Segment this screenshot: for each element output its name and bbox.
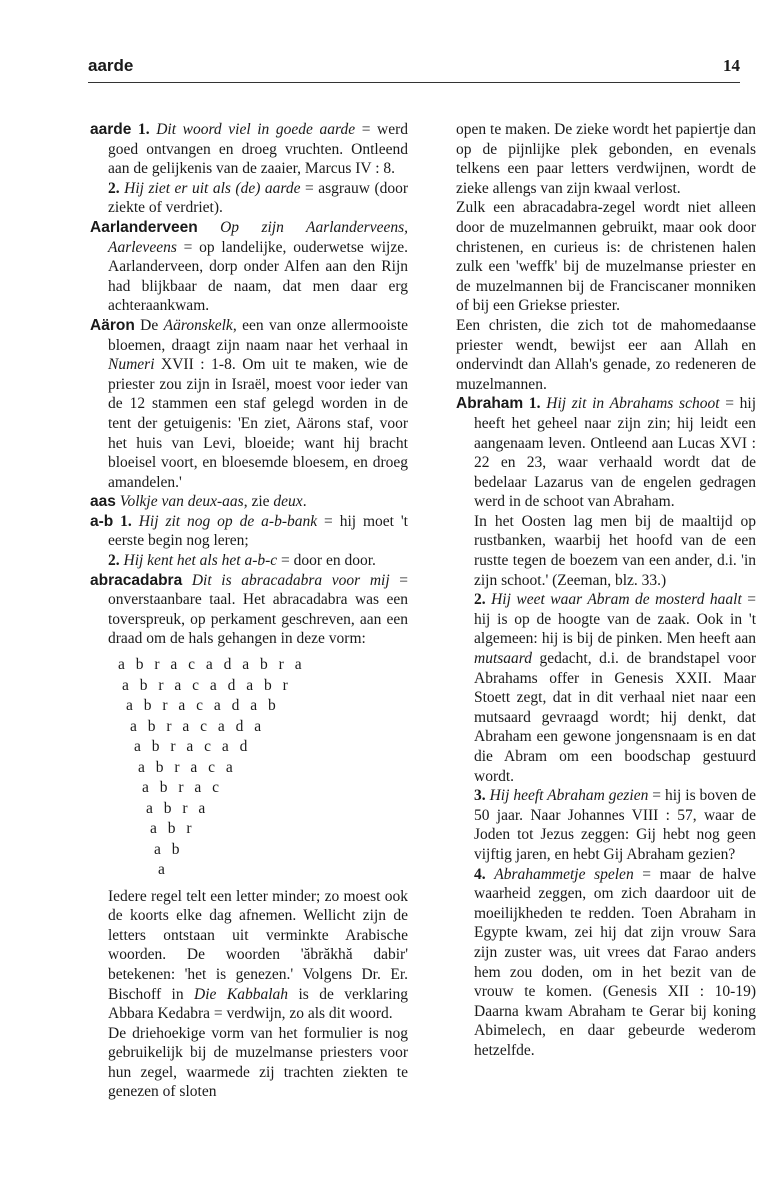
entry-abraham-1: Abraham 1. Hij zit in Abrahams schoot = hij heeft het geheel naar zijn zin; hij leidt een aangenaam leven. Ontleend aan Lucas XVI : 22 en 23, waar verhaald wordt dat de bedelaar Lazarus van de engelen gedragen werd in de schoot van Abraham. — [456, 395, 757, 511]
entry-a-b-2: 2. Hij kent het als het a-b-c = door en door. — [108, 552, 376, 570]
triangle-line: a — [158, 861, 169, 879]
triangle-line: a b r a c — [142, 779, 223, 797]
triangle-line: a b r a c a d a — [130, 717, 265, 735]
triangle-line: a b r a c a d — [134, 738, 251, 756]
triangle-line: a b r a c a — [138, 758, 237, 776]
entry-aarde-1: aarde 1. Dit woord viel in goede aarde = werd goed ontvangen en droeg vruchten. Ontleend aan de gelijkenis van de zaaier, Marcus IV : 8. — [90, 121, 409, 178]
right-column — [456, 120, 756, 1061]
abracadabra-continued: open te maken. De zieke wordt het papiertje dan op de pijnlijke plek gebonden, en evenals telkens een paar letters verdwijnen, wordt de zieke allengs van zijn kwaal verlost. — [456, 121, 756, 197]
abraham-1-para: In het Oosten lag men bij de maaltijd op rustbanken, waarbij het hoofd van de een rustte tegen de boezem van een ander, d.i. 'in zijn schoot.' (Zeeman, blz. 33.) — [474, 512, 756, 589]
abracadabra-para-2: De driehoekige vorm van het formulier is nog gebruikelijk bij de muzelmanse priesters voor hun zegel, waarmede zij trachten ziekten te genezen of sloten — [108, 1024, 408, 1101]
entry-a-b-1: a-b 1. Hij zit nog op de a-b-bank = hij moet 't eerste begin nog leren; — [90, 512, 408, 550]
abracadabra-para-1: Iedere regel telt een letter minder; zo moest ook de koorts elke dag afnemen. Wellicht zijn de letters ontstaan uit verminkte Arabische woorden. De woorden 'ăbrăkhă dabir' betekenen: 'het is genezen.' Volgens Dr. Er. Bischoff in Die Kabbalah is de verklaring Abbara Kedabra = verdwijn, zo als dit woord. — [108, 887, 408, 1023]
triangle-line: a b r a c a d a b r a — [118, 656, 306, 674]
triangle-line: a b r a — [146, 799, 209, 817]
entry-abraham-2: 2. Hij weet waar Abram de mosterd haalt = hij is op de hoogte van de zaak. Ook in 't algemeen: hij is bij de pinken. Men heeft aan mutsaard gedacht, d.i. de brandstapel voor Abrahams offer in Genesis XXII. Maar Stoett zegt, dat in dit verhaal niet naar een mutsaard gevraagd wordt; hij denkt, dat Abraham een gewone jongensnaam is en dat die Abram om een boodschap gestuurd wordt. — [474, 591, 757, 785]
page-header — [88, 56, 740, 82]
abracadabra-triangle — [90, 655, 408, 881]
abracadabra-para-4: Een christen, die zich tot de mahomedaanse priester wendt, bewijst eer aan Allah en ondervindt dan Allah's genade, zo redeneren de muzelmannen. — [456, 316, 756, 393]
triangle-line: a b r a c a d a b r — [122, 676, 292, 694]
triangle-line: a b r a c a d a b — [126, 697, 280, 715]
header-rule — [88, 82, 740, 83]
triangle-line: a b — [154, 840, 184, 858]
entry-aarlanderveen: Aarlanderveen Op zijn Aarlanderveens, Aarleveens = op landelijke, ouderwetse wijze. Aarlanderveen, dorp onder Alfen aan den Rijn had blijkbaar de naam, dat men daar erg achteraankwam. — [90, 218, 408, 315]
entry-aaron: Aäron De Aäronskelk, een van onze allermooiste bloemen, draagt zijn naam naar het verhaal in Numeri XVII : 1-8. Om uit te maken, wie de priester zou zijn in Israël, moest voor ieder van de 12 stammen een staf gelegd worden in de tent der getuigenis: 'En ziet, Aärons staf, voor het huis van Levi, bloeide; want hij bracht bloeisel voort, en bloesemde bloesem, en droeg amandelen.' — [90, 316, 409, 491]
entry-abraham-4: 4. Abrahammetje spelen = maar de halve waarheid zeggen, om zich daardoor uit de moeilijkheden te redden. Toen Abraham in Egypte kwam, zei hij dat zijn vrouw Sara zijn zuster was, uit vrees dat Farao anders hem zou doden, om in het bezit van de vrouw te komen. (Genesis XII : 10-19) Daarna kwam Abraham te Gerar bij koning Abimelech, en daar gebeurde wederom hetzelfde. — [474, 865, 757, 1059]
triangle-line: a b r — [150, 820, 196, 838]
left-column — [90, 120, 408, 1102]
abracadabra-para-3: Zulk een abracadabra-zegel wordt niet alleen door de muzelmannen gebruikt, maar ook door christenen, en curieus is: de christenen halen zulk een 'weffk' bij de muzelmanse priester en de muzelmannen bij de Franciscaner monniken of bij een Griekse priester. — [456, 199, 756, 315]
page-number: 14 — [723, 56, 740, 75]
running-head-word: aarde — [88, 56, 134, 75]
entry-aas: aas Volkje van deux-aas, zie deux. — [90, 493, 307, 511]
entry-abracadabra: abracadabra Dit is abracadabra voor mij = onverstaanbare taal. Het abracadabra was een toverspreuk, op perkament geschreven, aan een draad om de hals gehangen in deze vorm: — [90, 571, 408, 648]
entry-aarde-2: 2. Hij ziet er uit als (de) aarde = asgrauw (door ziekte of verdriet). — [108, 179, 409, 217]
entry-abraham-3: 3. Hij heeft Abraham gezien = hij is boven de 50 jaar. Naar Johannes VIII : 57, waar de Joden tot Jezus zeggen: Gij hebt nog geen vijftig jaren, en hebt Gij Abraham gezien? — [474, 787, 757, 863]
